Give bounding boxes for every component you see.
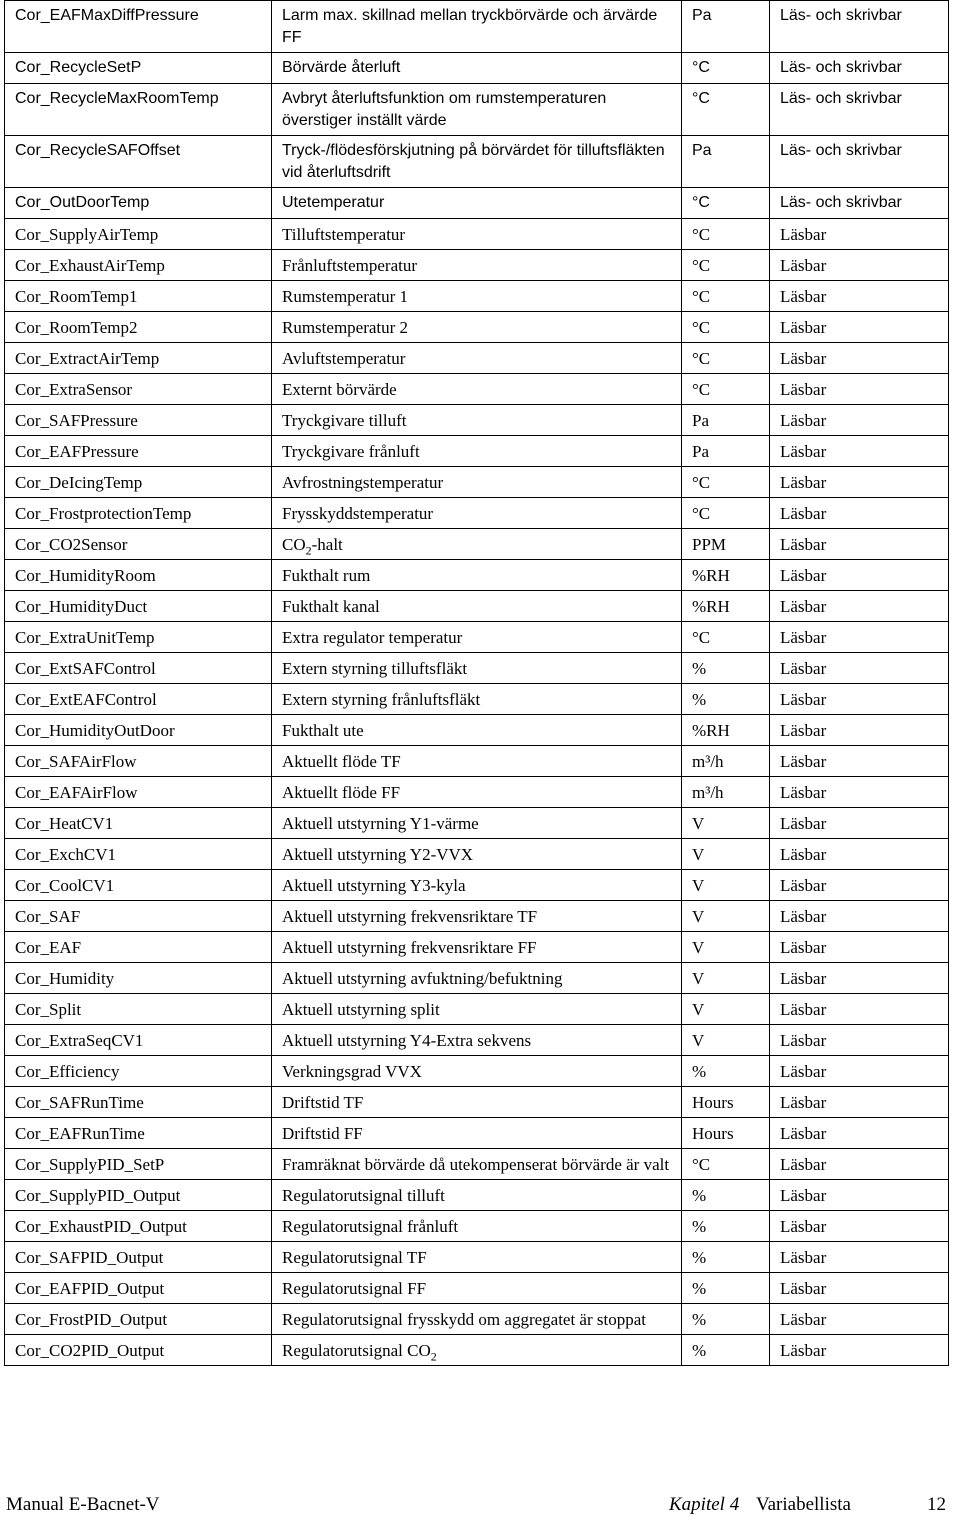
access-cell: Läsbar bbox=[770, 1304, 949, 1335]
table-row bbox=[5, 1149, 949, 1180]
unit-cell: °C bbox=[682, 250, 770, 281]
unit-cell: % bbox=[682, 1242, 770, 1273]
description-cell: Aktuell utstyrning frekvensriktare FF bbox=[272, 932, 682, 963]
description-cell: Frysskyddstemperatur bbox=[272, 498, 682, 529]
variable-name-cell: Cor_CO2PID_Output bbox=[5, 1335, 272, 1366]
subscript-text: 2 bbox=[305, 543, 312, 558]
table-row bbox=[5, 219, 949, 250]
variable-name-cell: Cor_EAFMaxDiffPressure bbox=[5, 1, 272, 53]
access-cell: Läsbar bbox=[770, 1149, 949, 1180]
access-cell: Läsbar bbox=[770, 1180, 949, 1211]
access-cell: Läs- och skrivbar bbox=[770, 1, 949, 53]
table-row bbox=[5, 839, 949, 870]
access-cell: Läsbar bbox=[770, 994, 949, 1025]
unit-cell: PPM bbox=[682, 529, 770, 560]
description-cell: Tilluftstemperatur bbox=[272, 219, 682, 250]
access-cell: Läs- och skrivbar bbox=[770, 84, 949, 136]
access-cell: Läsbar bbox=[770, 963, 949, 994]
unit-cell: %RH bbox=[682, 715, 770, 746]
table-row bbox=[5, 1056, 949, 1087]
table-row bbox=[5, 684, 949, 715]
description-cell: Extern styrning tilluftsfläkt bbox=[272, 653, 682, 684]
variable-name-cell: Cor_CO2Sensor bbox=[5, 529, 272, 560]
access-cell: Läsbar bbox=[770, 808, 949, 839]
access-cell: Läsbar bbox=[770, 1211, 949, 1242]
access-cell: Läsbar bbox=[770, 684, 949, 715]
variable-name-cell: Cor_RecycleSAFOffset bbox=[5, 136, 272, 188]
variable-name-cell: Cor_SAFPID_Output bbox=[5, 1242, 272, 1273]
description-cell: Rumstemperatur 1 bbox=[272, 281, 682, 312]
access-cell: Läsbar bbox=[770, 498, 949, 529]
description-text: Regulatorutsignal CO bbox=[282, 1341, 431, 1360]
description-cell: Externt börvärde bbox=[272, 374, 682, 405]
description-cell: Aktuell utstyrning Y3-kyla bbox=[272, 870, 682, 901]
variable-name-cell: Cor_ExtraUnitTemp bbox=[5, 622, 272, 653]
table-row bbox=[5, 405, 949, 436]
table-row bbox=[5, 343, 949, 374]
variable-name-cell: Cor_HumidityDuct bbox=[5, 591, 272, 622]
unit-cell: % bbox=[682, 1056, 770, 1087]
variable-name-cell: Cor_SAFRunTime bbox=[5, 1087, 272, 1118]
variable-name-cell: Cor_ExtractAirTemp bbox=[5, 343, 272, 374]
table-row bbox=[5, 136, 949, 188]
table-row bbox=[5, 250, 949, 281]
table-row bbox=[5, 1273, 949, 1304]
variable-name-cell: Cor_OutDoorTemp bbox=[5, 188, 272, 219]
access-cell: Läsbar bbox=[770, 374, 949, 405]
table-row bbox=[5, 994, 949, 1025]
unit-cell: V bbox=[682, 870, 770, 901]
access-cell: Läsbar bbox=[770, 839, 949, 870]
unit-cell: % bbox=[682, 1335, 770, 1366]
variable-name-cell: Cor_DeIcingTemp bbox=[5, 467, 272, 498]
unit-cell: Hours bbox=[682, 1118, 770, 1149]
variable-name-cell: Cor_SupplyPID_Output bbox=[5, 1180, 272, 1211]
unit-cell: °C bbox=[682, 188, 770, 219]
table-row bbox=[5, 374, 949, 405]
variable-name-cell: Cor_SAF bbox=[5, 901, 272, 932]
table-row bbox=[5, 53, 949, 84]
description-cell bbox=[272, 1335, 682, 1366]
description-cell: Frånluftstemperatur bbox=[272, 250, 682, 281]
table-row bbox=[5, 777, 949, 808]
unit-cell: °C bbox=[682, 312, 770, 343]
table-row bbox=[5, 1335, 949, 1366]
description-cell: Regulatorutsignal TF bbox=[272, 1242, 682, 1273]
access-cell: Läsbar bbox=[770, 529, 949, 560]
table-row bbox=[5, 622, 949, 653]
description-cell: Tryck-/flödesförskjutning på börvärdet för tilluftsfläkten vid återluftsdrift bbox=[272, 136, 682, 188]
unit-cell: Hours bbox=[682, 1087, 770, 1118]
table-row bbox=[5, 84, 949, 136]
variable-name-cell: Cor_RecycleMaxRoomTemp bbox=[5, 84, 272, 136]
table-row bbox=[5, 1304, 949, 1335]
table-row bbox=[5, 312, 949, 343]
unit-cell: m³/h bbox=[682, 777, 770, 808]
unit-cell: V bbox=[682, 1025, 770, 1056]
variable-name-cell: Cor_ExtraSensor bbox=[5, 374, 272, 405]
description-cell: Larm max. skillnad mellan tryckbörvärde och ärvärde FF bbox=[272, 1, 682, 53]
description-cell: Aktuellt flöde FF bbox=[272, 777, 682, 808]
table-row bbox=[5, 1242, 949, 1273]
access-cell: Läsbar bbox=[770, 901, 949, 932]
access-cell: Läsbar bbox=[770, 405, 949, 436]
unit-cell: %RH bbox=[682, 560, 770, 591]
access-cell: Läsbar bbox=[770, 622, 949, 653]
variable-name-cell: Cor_SupplyAirTemp bbox=[5, 219, 272, 250]
description-cell: Aktuell utstyrning Y4-Extra sekvens bbox=[272, 1025, 682, 1056]
unit-cell: V bbox=[682, 839, 770, 870]
unit-cell: °C bbox=[682, 467, 770, 498]
variable-name-cell: Cor_Split bbox=[5, 994, 272, 1025]
variable-name-cell: Cor_Humidity bbox=[5, 963, 272, 994]
variable-name-cell: Cor_EAFPID_Output bbox=[5, 1273, 272, 1304]
variable-table bbox=[4, 0, 949, 1366]
description-cell: Regulatorutsignal tilluft bbox=[272, 1180, 682, 1211]
unit-cell: Pa bbox=[682, 436, 770, 467]
subscript-text: 2 bbox=[430, 1349, 437, 1364]
unit-cell: V bbox=[682, 932, 770, 963]
description-cell: Framräknat börvärde då utekompenserat börvärde är valt bbox=[272, 1149, 682, 1180]
unit-cell: V bbox=[682, 901, 770, 932]
variable-table-body bbox=[5, 1, 949, 1366]
description-cell: Driftstid TF bbox=[272, 1087, 682, 1118]
table-row bbox=[5, 1, 949, 53]
description-cell: Fukthalt kanal bbox=[272, 591, 682, 622]
table-row bbox=[5, 529, 949, 560]
footer-page-number: 12 bbox=[927, 1494, 946, 1515]
description-cell bbox=[272, 529, 682, 560]
unit-cell: % bbox=[682, 1304, 770, 1335]
page-footer bbox=[4, 1494, 948, 1520]
description-cell: Verkningsgrad VVX bbox=[272, 1056, 682, 1087]
table-row bbox=[5, 901, 949, 932]
variable-name-cell: Cor_ExhaustAirTemp bbox=[5, 250, 272, 281]
access-cell: Läsbar bbox=[770, 1242, 949, 1273]
description-cell: Aktuell utstyrning Y1-värme bbox=[272, 808, 682, 839]
access-cell: Läsbar bbox=[770, 560, 949, 591]
table-row bbox=[5, 808, 949, 839]
access-cell: Läsbar bbox=[770, 932, 949, 963]
access-cell: Läsbar bbox=[770, 1087, 949, 1118]
variable-name-cell: Cor_ExtEAFControl bbox=[5, 684, 272, 715]
unit-cell: Pa bbox=[682, 405, 770, 436]
unit-cell: °C bbox=[682, 1149, 770, 1180]
unit-cell: °C bbox=[682, 374, 770, 405]
table-row bbox=[5, 870, 949, 901]
table-row bbox=[5, 591, 949, 622]
unit-cell: % bbox=[682, 1273, 770, 1304]
variable-name-cell: Cor_FrostPID_Output bbox=[5, 1304, 272, 1335]
unit-cell: m³/h bbox=[682, 746, 770, 777]
access-cell: Läsbar bbox=[770, 1335, 949, 1366]
access-cell: Läs- och skrivbar bbox=[770, 188, 949, 219]
variable-name-cell: Cor_RoomTemp1 bbox=[5, 281, 272, 312]
unit-cell: % bbox=[682, 684, 770, 715]
table-row bbox=[5, 653, 949, 684]
unit-cell: V bbox=[682, 994, 770, 1025]
unit-cell: °C bbox=[682, 53, 770, 84]
unit-cell: V bbox=[682, 808, 770, 839]
table-row bbox=[5, 1180, 949, 1211]
description-cell: Regulatorutsignal frysskydd om aggregatet är stoppat bbox=[272, 1304, 682, 1335]
unit-cell: V bbox=[682, 963, 770, 994]
access-cell: Läsbar bbox=[770, 281, 949, 312]
variable-name-cell: Cor_EAFRunTime bbox=[5, 1118, 272, 1149]
variable-name-cell: Cor_RecycleSetP bbox=[5, 53, 272, 84]
unit-cell: °C bbox=[682, 84, 770, 136]
table-row bbox=[5, 1087, 949, 1118]
table-row bbox=[5, 1025, 949, 1056]
unit-cell: %RH bbox=[682, 591, 770, 622]
variable-name-cell: Cor_HumidityRoom bbox=[5, 560, 272, 591]
description-cell: Regulatorutsignal frånluft bbox=[272, 1211, 682, 1242]
description-text: CO bbox=[282, 535, 306, 554]
description-cell: Avluftstemperatur bbox=[272, 343, 682, 374]
variable-name-cell: Cor_ExhaustPID_Output bbox=[5, 1211, 272, 1242]
unit-cell: °C bbox=[682, 281, 770, 312]
unit-cell: % bbox=[682, 1180, 770, 1211]
description-cell: Aktuell utstyrning avfuktning/befuktning bbox=[272, 963, 682, 994]
variable-name-cell: Cor_ExtraSeqCV1 bbox=[5, 1025, 272, 1056]
table-row bbox=[5, 746, 949, 777]
variable-name-cell: Cor_SAFPressure bbox=[5, 405, 272, 436]
access-cell: Läsbar bbox=[770, 1025, 949, 1056]
description-cell: Utetemperatur bbox=[272, 188, 682, 219]
description-cell: Aktuellt flöde TF bbox=[272, 746, 682, 777]
access-cell: Läsbar bbox=[770, 1118, 949, 1149]
table-row bbox=[5, 1118, 949, 1149]
description-cell: Driftstid FF bbox=[272, 1118, 682, 1149]
description-cell: Tryckgivare frånluft bbox=[272, 436, 682, 467]
table-row bbox=[5, 467, 949, 498]
table-row bbox=[5, 560, 949, 591]
description-cell: Avbryt återluftsfunktion om rumstemperaturen överstiger inställt värde bbox=[272, 84, 682, 136]
footer-section: Variabellista bbox=[756, 1494, 851, 1515]
table-row bbox=[5, 932, 949, 963]
unit-cell: °C bbox=[682, 343, 770, 374]
unit-cell: % bbox=[682, 1211, 770, 1242]
description-cell: Regulatorutsignal FF bbox=[272, 1273, 682, 1304]
access-cell: Läsbar bbox=[770, 870, 949, 901]
description-cell: Extern styrning frånluftsfläkt bbox=[272, 684, 682, 715]
table-row bbox=[5, 188, 949, 219]
access-cell: Läsbar bbox=[770, 715, 949, 746]
access-cell: Läsbar bbox=[770, 1273, 949, 1304]
unit-cell: % bbox=[682, 653, 770, 684]
access-cell: Läs- och skrivbar bbox=[770, 53, 949, 84]
variable-name-cell: Cor_SupplyPID_SetP bbox=[5, 1149, 272, 1180]
variable-name-cell: Cor_HeatCV1 bbox=[5, 808, 272, 839]
table-row bbox=[5, 436, 949, 467]
description-cell: Fukthalt rum bbox=[272, 560, 682, 591]
access-cell: Läsbar bbox=[770, 436, 949, 467]
access-cell: Läsbar bbox=[770, 250, 949, 281]
variable-name-cell: Cor_ExtSAFControl bbox=[5, 653, 272, 684]
description-cell: Aktuell utstyrning split bbox=[272, 994, 682, 1025]
access-cell: Läsbar bbox=[770, 312, 949, 343]
access-cell: Läsbar bbox=[770, 777, 949, 808]
description-cell: Extra regulator temperatur bbox=[272, 622, 682, 653]
access-cell: Läsbar bbox=[770, 1056, 949, 1087]
access-cell: Läsbar bbox=[770, 467, 949, 498]
description-cell: Fukthalt ute bbox=[272, 715, 682, 746]
variable-name-cell: Cor_RoomTemp2 bbox=[5, 312, 272, 343]
variable-name-cell: Cor_HumidityOutDoor bbox=[5, 715, 272, 746]
variable-name-cell: Cor_FrostprotectionTemp bbox=[5, 498, 272, 529]
variable-table-container bbox=[4, 0, 948, 1366]
access-cell: Läs- och skrivbar bbox=[770, 136, 949, 188]
access-cell: Läsbar bbox=[770, 653, 949, 684]
description-cell: Rumstemperatur 2 bbox=[272, 312, 682, 343]
access-cell: Läsbar bbox=[770, 746, 949, 777]
description-suffix: -halt bbox=[311, 535, 343, 554]
table-row bbox=[5, 963, 949, 994]
table-row bbox=[5, 498, 949, 529]
variable-name-cell: Cor_EAFAirFlow bbox=[5, 777, 272, 808]
footer-chapter: Kapitel 4 bbox=[669, 1494, 740, 1515]
footer-manual-title: Manual E-Bacnet-V bbox=[6, 1494, 160, 1515]
variable-name-cell: Cor_Efficiency bbox=[5, 1056, 272, 1087]
table-row bbox=[5, 1211, 949, 1242]
variable-name-cell: Cor_CoolCV1 bbox=[5, 870, 272, 901]
access-cell: Läsbar bbox=[770, 591, 949, 622]
unit-cell: °C bbox=[682, 622, 770, 653]
unit-cell: °C bbox=[682, 219, 770, 250]
variable-name-cell: Cor_EAF bbox=[5, 932, 272, 963]
description-cell: Börvärde återluft bbox=[272, 53, 682, 84]
variable-name-cell: Cor_SAFAirFlow bbox=[5, 746, 272, 777]
unit-cell: Pa bbox=[682, 1, 770, 53]
access-cell: Läsbar bbox=[770, 343, 949, 374]
description-cell: Tryckgivare tilluft bbox=[272, 405, 682, 436]
table-row bbox=[5, 715, 949, 746]
description-cell: Aktuell utstyrning Y2-VVX bbox=[272, 839, 682, 870]
unit-cell: °C bbox=[682, 498, 770, 529]
variable-name-cell: Cor_ExchCV1 bbox=[5, 839, 272, 870]
access-cell: Läsbar bbox=[770, 219, 949, 250]
table-row bbox=[5, 281, 949, 312]
variable-name-cell: Cor_EAFPressure bbox=[5, 436, 272, 467]
description-cell: Avfrostningstemperatur bbox=[272, 467, 682, 498]
unit-cell: Pa bbox=[682, 136, 770, 188]
description-cell: Aktuell utstyrning frekvensriktare TF bbox=[272, 901, 682, 932]
